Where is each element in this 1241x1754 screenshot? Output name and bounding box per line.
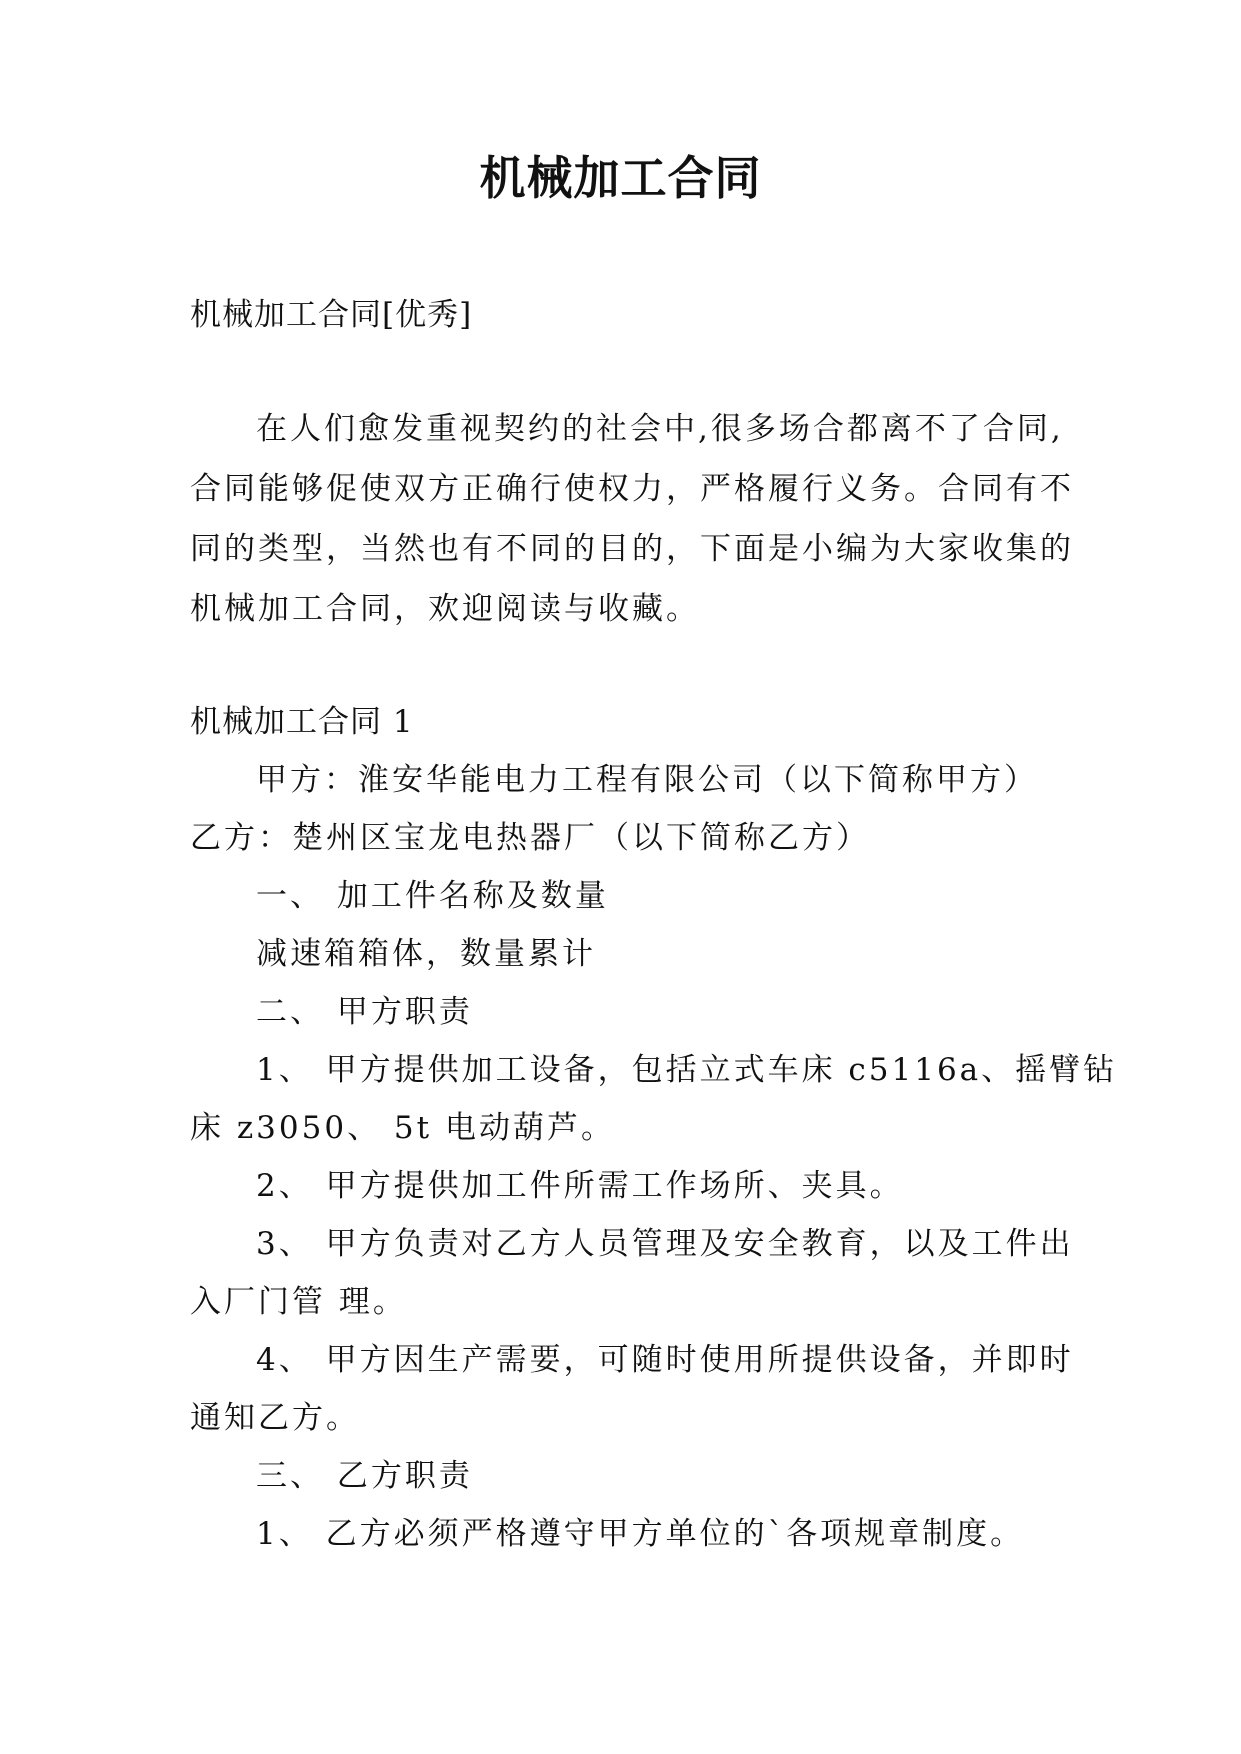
clause-line: 3、 甲方负责对乙方人员管理及安全教育，以及工件出 <box>256 1226 1074 1262</box>
clause-heading: 三、 乙方职责 <box>256 1458 473 1494</box>
intro-line: 合同能够促使双方正确行使权力，严格履行义务。合同有不 <box>190 471 1074 507</box>
party-b-line: 乙方：楚州区宝龙电热器厂（以下简称乙方） <box>190 820 870 856</box>
intro-line: 同的类型，当然也有不同的目的，下面是小编为大家收集的 <box>190 531 1074 567</box>
intro-line: 在人们愈发重视契约的社会中,很多场合都离不了合同, <box>256 411 1064 447</box>
document-subtitle: 机械加工合同[优秀] <box>190 297 473 333</box>
intro-line: 机械加工合同，欢迎阅读与收藏。 <box>190 591 700 627</box>
clause-line: 床 z3050、 5t 电动葫芦。 <box>190 1110 615 1146</box>
section-heading: 机械加工合同 1 <box>190 704 414 740</box>
clause-line: 1、 甲方提供加工设备，包括立式车床 c5116a、摇臂钻 <box>256 1052 1118 1088</box>
clause-line: 2、 甲方提供加工件所需工作场所、夹具。 <box>256 1168 904 1204</box>
clause-heading: 一、 加工件名称及数量 <box>256 878 609 914</box>
document-title: 机械加工合同 <box>479 151 762 205</box>
clause-line: 通知乙方。 <box>190 1400 360 1436</box>
party-a-line: 甲方：淮安华能电力工程有限公司（以下简称甲方） <box>256 762 1038 798</box>
clause-line: 1、 乙方必须严格遵守甲方单位的`各项规章制度。 <box>256 1516 1025 1552</box>
clause-line: 入厂门管 理。 <box>190 1284 407 1320</box>
clause-heading: 二、 甲方职责 <box>256 994 473 1030</box>
clause-line: 减速箱箱体，数量累计 <box>256 936 596 972</box>
clause-line: 4、 甲方因生产需要，可随时使用所提供设备，并即时 <box>256 1342 1074 1378</box>
